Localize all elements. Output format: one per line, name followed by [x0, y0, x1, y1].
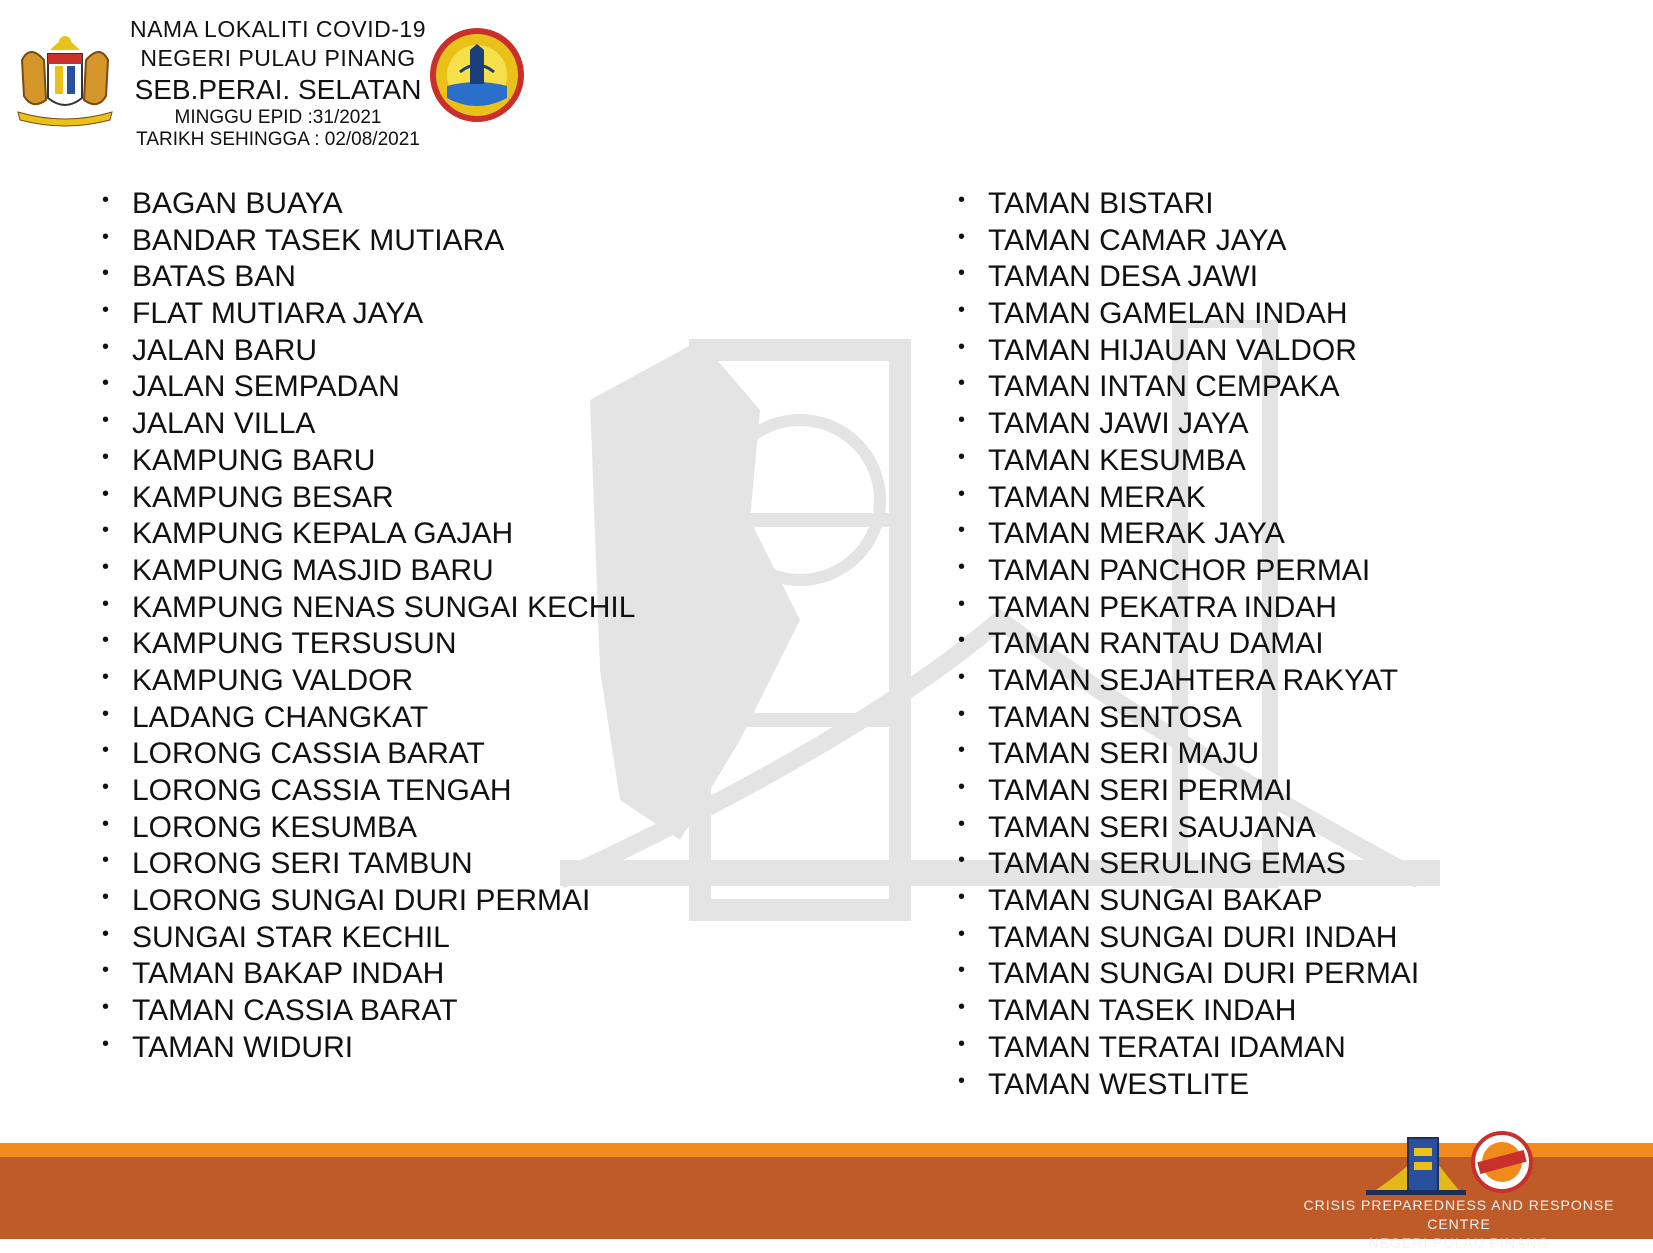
locality-name: TAMAN SERULING EMAS [988, 847, 1346, 881]
locality-name: TAMAN BAKAP INDAH [132, 957, 445, 991]
bullet-icon: • [958, 922, 966, 945]
bullet-icon: • [102, 555, 110, 578]
header-title-block [120, 18, 436, 149]
locality-name: LADANG CHANGKAT [132, 700, 429, 734]
bullet-icon: • [958, 592, 966, 615]
list-item [102, 773, 635, 810]
footer-text [1279, 1196, 1639, 1253]
bullet-icon: • [102, 445, 110, 468]
locality-name: TAMAN INTAN CEMPAKA [988, 370, 1340, 404]
bullet-icon: • [102, 776, 110, 798]
header-district-line: SEB.PERAI. SELATAN [134, 74, 422, 105]
locality-name: KAMPUNG MASJID BARU [132, 553, 494, 587]
footer-logos [1366, 1130, 1536, 1200]
list-item [102, 406, 635, 443]
list-item [102, 1030, 635, 1067]
list-item [958, 553, 1419, 590]
list-item [958, 186, 1419, 223]
bullet-icon: • [102, 812, 110, 835]
locality-name: TAMAN CASSIA BARAT [132, 994, 458, 1028]
bullet-icon: • [958, 299, 966, 322]
bullet-icon: • [958, 225, 966, 248]
bullet-icon: • [958, 1069, 966, 1092]
penang-lawan-covid-logo-icon [1473, 1133, 1531, 1191]
bullet-icon: • [102, 189, 110, 211]
locality-name: KAMPUNG BESAR [132, 480, 394, 514]
footer-org-name: CRISIS PREPAREDNESS AND RESPONSE CENTRE [1303, 1197, 1615, 1232]
list-item [958, 480, 1419, 517]
bullet-icon: • [958, 335, 966, 358]
bullet-icon: • [102, 335, 110, 358]
locality-name: JALAN VILLA [132, 407, 316, 441]
bullet-icon: • [102, 482, 110, 505]
locality-name: TAMAN SEJAHTERA RAKYAT [988, 663, 1399, 697]
list-item [102, 993, 635, 1030]
list-item [102, 516, 635, 553]
bullet-icon: • [102, 519, 110, 542]
cprc-logo-icon [1366, 1138, 1466, 1195]
locality-name: TAMAN PANCHOR PERMAI [988, 553, 1371, 587]
jkn-penang-seal-icon [430, 28, 524, 122]
bullet-icon: • [958, 189, 966, 211]
list-item [102, 590, 635, 627]
bullet-icon: • [102, 372, 110, 395]
locality-name: LORONG CASSIA TENGAH [132, 774, 512, 807]
list-item [102, 480, 635, 517]
bullet-icon: • [102, 409, 110, 432]
bullet-icon: • [102, 702, 110, 725]
locality-name: BATAS BAN [132, 260, 296, 294]
list-item [102, 956, 635, 993]
locality-name: BAGAN BUAYA [132, 187, 343, 220]
bullet-icon: • [102, 592, 110, 615]
locality-name: BANDAR TASEK MUTIARA [132, 223, 505, 257]
locality-list-right [958, 186, 1419, 1103]
locality-name: SUNGAI STAR KECHIL [132, 920, 450, 954]
list-item [958, 443, 1419, 480]
header-date: TARIKH SEHINGGA : 02/08/2021 [136, 129, 420, 150]
list-item [102, 700, 635, 737]
list-item [958, 993, 1419, 1030]
locality-name: KAMPUNG KEPALA GAJAH [132, 517, 514, 551]
list-item [958, 590, 1419, 627]
bullet-icon: • [958, 1032, 966, 1055]
locality-name: TAMAN SERI SAUJANA [988, 810, 1316, 844]
list-item [102, 846, 635, 883]
bullet-icon: • [958, 519, 966, 542]
list-item [102, 369, 635, 406]
locality-name: TAMAN DESA JAWI [988, 260, 1259, 294]
bullet-icon: • [102, 262, 110, 285]
list-item [958, 956, 1419, 993]
bullet-icon: • [102, 225, 110, 248]
locality-name: KAMPUNG BARU [132, 443, 376, 477]
bullet-icon: • [958, 996, 966, 1019]
list-item [102, 626, 635, 663]
list-item [958, 846, 1419, 883]
bullet-icon: • [102, 299, 110, 322]
list-item [958, 516, 1419, 553]
list-item [958, 626, 1419, 663]
bullet-icon: • [102, 996, 110, 1019]
malaysia-coat-of-arms-icon [10, 30, 120, 130]
locality-name: TAMAN SENTOSA [988, 700, 1242, 734]
header-title-line: NAMA LOKALITI COVID-19 [129, 16, 427, 42]
bullet-icon: • [102, 849, 110, 872]
locality-name: TAMAN JAWI JAYA [988, 407, 1249, 441]
bullet-icon: • [958, 409, 966, 432]
locality-name: TAMAN PEKATRA INDAH [988, 590, 1337, 624]
list-item [958, 1030, 1419, 1067]
list-item [958, 663, 1419, 700]
locality-name: TAMAN SERI PERMAI [988, 774, 1293, 807]
list-item [958, 810, 1419, 847]
bullet-icon: • [958, 886, 966, 909]
list-item [958, 296, 1419, 333]
locality-name: TAMAN BISTARI [988, 187, 1214, 220]
locality-name: LORONG CASSIA BARAT [132, 737, 485, 771]
bullet-icon: • [958, 849, 966, 872]
bullet-icon: • [958, 702, 966, 725]
list-item [958, 700, 1419, 737]
bullet-icon: • [958, 482, 966, 505]
header-state-line: NEGERI PULAU PINANG [140, 45, 416, 71]
list-item [958, 333, 1419, 370]
locality-name: TAMAN HIJAUAN VALDOR [988, 333, 1357, 367]
bullet-icon: • [102, 922, 110, 945]
header-epid-week: MINGGU EPID :31/2021 [174, 107, 382, 128]
locality-name: TAMAN GAMELAN INDAH [988, 297, 1348, 331]
locality-name: TAMAN SERI MAJU [988, 737, 1260, 771]
locality-name: LORONG SERI TAMBUN [132, 847, 473, 881]
list-item [958, 773, 1419, 810]
locality-name: TAMAN CAMAR JAYA [988, 223, 1287, 257]
locality-name: TAMAN KESUMBA [988, 443, 1246, 477]
list-item [102, 663, 635, 700]
list-item [102, 443, 635, 480]
list-item [102, 259, 635, 296]
locality-name: TAMAN WESTLITE [988, 1067, 1250, 1101]
locality-name: KAMPUNG VALDOR [132, 663, 414, 697]
bullet-icon: • [102, 629, 110, 652]
list-item [958, 259, 1419, 296]
bullet-icon: • [958, 262, 966, 285]
list-item [102, 736, 635, 773]
locality-name: TAMAN SUNGAI DURI INDAH [988, 920, 1398, 954]
bullet-icon: • [958, 555, 966, 578]
bullet-icon: • [102, 1032, 110, 1055]
locality-name: KAMPUNG TERSUSUN [132, 627, 457, 661]
locality-name: TAMAN MERAK [988, 480, 1206, 514]
bullet-icon: • [958, 812, 966, 835]
list-item [958, 883, 1419, 920]
locality-name: TAMAN TERATAI IDAMAN [988, 1030, 1346, 1064]
bullet-icon: • [102, 959, 110, 982]
locality-name: TAMAN MERAK JAYA [988, 517, 1285, 551]
list-item [102, 883, 635, 920]
list-item [102, 296, 635, 333]
list-item [958, 369, 1419, 406]
header [10, 18, 530, 168]
list-item [102, 333, 635, 370]
list-item [102, 223, 635, 260]
list-item [958, 920, 1419, 957]
list-item [102, 186, 635, 223]
bullet-icon: • [958, 665, 966, 688]
bullet-icon: • [102, 665, 110, 688]
locality-name: JALAN BARU [132, 333, 318, 367]
list-item [102, 553, 635, 590]
bullet-icon: • [958, 959, 966, 982]
bullet-icon: • [958, 629, 966, 652]
locality-name: TAMAN WIDURI [132, 1030, 354, 1064]
footer-org-state: NEGERI PULAU PINANG [1368, 1235, 1550, 1251]
list-item [102, 920, 635, 957]
locality-name: TAMAN SUNGAI BAKAP [988, 884, 1323, 918]
bullet-icon: • [102, 886, 110, 909]
locality-name: FLAT MUTIARA JAYA [132, 297, 424, 331]
list-item [958, 406, 1419, 443]
bullet-icon: • [958, 776, 966, 798]
bullet-icon: • [102, 739, 110, 762]
bullet-icon: • [958, 445, 966, 468]
list-item [958, 1067, 1419, 1104]
locality-name: JALAN SEMPADAN [132, 370, 400, 404]
locality-name: KAMPUNG NENAS SUNGAI KECHIL [132, 590, 636, 624]
bullet-icon: • [958, 372, 966, 395]
locality-name: TAMAN SUNGAI DURI PERMAI [988, 957, 1420, 991]
locality-name: TAMAN RANTAU DAMAI [988, 627, 1324, 661]
list-item [102, 810, 635, 847]
bullet-icon: • [958, 739, 966, 762]
list-item [958, 736, 1419, 773]
list-item [958, 223, 1419, 260]
locality-name: LORONG SUNGAI DURI PERMAI [132, 884, 591, 918]
locality-name: LORONG KESUMBA [132, 810, 418, 844]
locality-name: TAMAN TASEK INDAH [988, 994, 1297, 1028]
locality-list-left [102, 186, 635, 1067]
